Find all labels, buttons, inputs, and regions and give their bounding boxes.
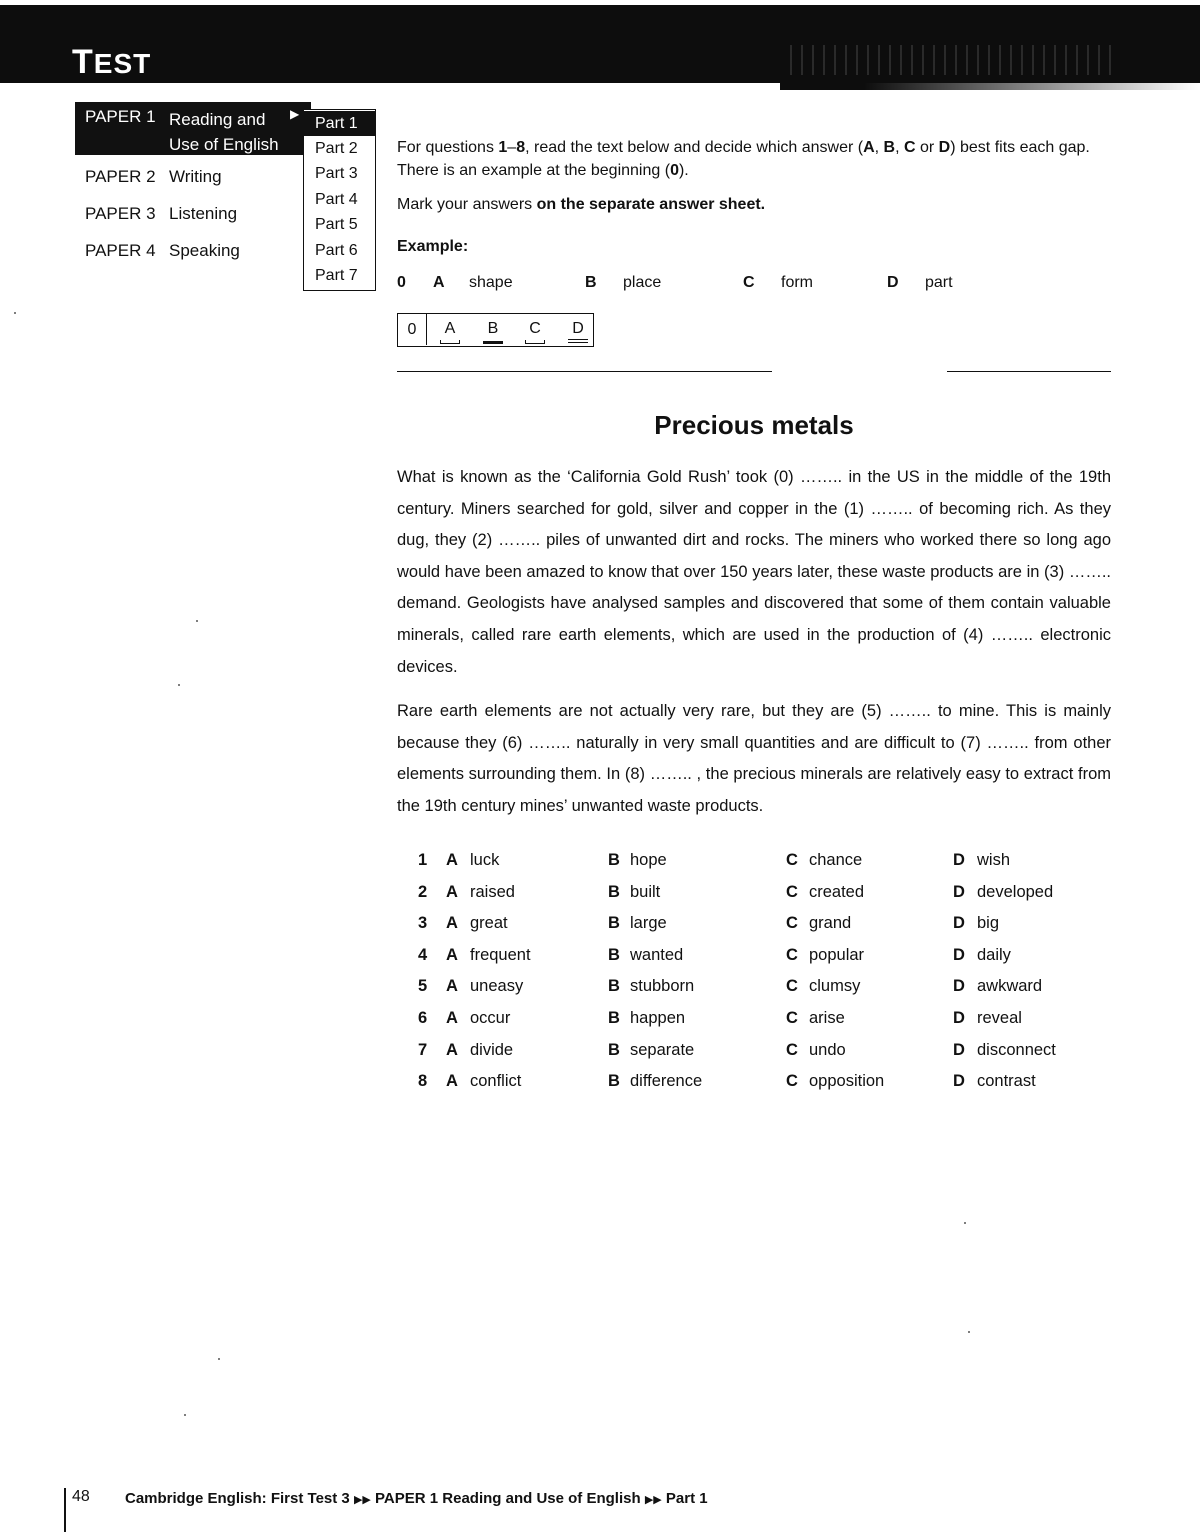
- nav-item-paper-3[interactable]: [75, 204, 237, 234]
- scan-speck: [218, 1358, 220, 1360]
- question-number: 4: [418, 945, 428, 964]
- part-tab-6[interactable]: Part 6: [315, 242, 358, 259]
- option-letter: C: [786, 914, 798, 933]
- option-d[interactable]: contrast: [977, 1072, 1036, 1091]
- option-letter: C: [786, 1040, 798, 1059]
- option-word: place: [623, 274, 662, 291]
- answer-letter-a: A: [444, 320, 456, 337]
- nav-paper-number: PAPER 1: [85, 107, 156, 126]
- scan-speck: [196, 620, 198, 622]
- option-letter: B: [608, 1009, 620, 1027]
- option-b[interactable]: happen: [630, 1009, 686, 1027]
- option-b[interactable]: stubborn: [630, 977, 695, 996]
- option-b[interactable]: built: [630, 882, 661, 901]
- question-row: [418, 977, 1118, 1007]
- option-d[interactable]: disconnect: [977, 1040, 1056, 1059]
- answer-letter-b: B: [487, 320, 499, 337]
- question-number: 1: [418, 851, 428, 869]
- scan-speck: [968, 1331, 970, 1333]
- option-a[interactable]: luck: [470, 851, 500, 869]
- option-b[interactable]: separate: [630, 1040, 695, 1059]
- part-tab-5[interactable]: Part 5: [315, 216, 358, 233]
- nav-paper-name: Speaking: [169, 241, 240, 260]
- question-row: [418, 883, 1118, 913]
- answer-sheet-instruction: Mark your answers on the separate answer sheet.: [397, 196, 766, 213]
- answer-letter-d: D: [572, 320, 584, 337]
- option-word: part: [925, 274, 953, 291]
- option-letter: C: [786, 977, 798, 996]
- option-letter: C: [786, 882, 798, 901]
- option-letter: D: [953, 977, 965, 996]
- question-number: 3: [418, 914, 428, 933]
- option-letter: D: [953, 882, 965, 901]
- option-letter: D: [887, 274, 899, 291]
- answer-mark-c: [525, 340, 545, 344]
- option-letter: A: [446, 977, 458, 996]
- question-number: 2: [418, 882, 428, 901]
- parts-list: [303, 109, 376, 291]
- divider-line: [397, 371, 772, 372]
- option-letter: A: [433, 274, 445, 291]
- scan-speck: [178, 684, 180, 686]
- option-d[interactable]: developed: [977, 882, 1054, 901]
- text-title: Precious metals: [654, 410, 854, 440]
- double-triangle-right-icon: ▶▶: [353, 1494, 371, 1506]
- question-number: 5: [418, 977, 428, 996]
- nav-paper-number: PAPER 4: [85, 241, 156, 260]
- option-c[interactable]: chance: [809, 851, 863, 869]
- nav-paper-number: PAPER 3: [85, 204, 156, 223]
- example-label: Example:: [397, 238, 469, 255]
- nav-paper-name: Writing: [169, 167, 222, 186]
- nav-item-paper-2[interactable]: [75, 167, 222, 197]
- option-letter: B: [608, 945, 620, 964]
- footer-book: Cambridge English: First Test 3: [125, 1490, 350, 1507]
- option-letter: D: [953, 914, 965, 933]
- option-letter: A: [446, 851, 458, 869]
- option-letter: C: [786, 1009, 798, 1027]
- option-letter: B: [608, 1072, 620, 1091]
- question-number: 6: [418, 1009, 428, 1027]
- option-letter: C: [786, 851, 798, 869]
- question-row: [418, 1009, 1118, 1039]
- option-letter: B: [608, 851, 620, 869]
- footer-section: Reading and Use of English: [442, 1490, 641, 1507]
- scan-speck: [14, 312, 16, 314]
- question-row: [418, 1041, 1118, 1071]
- option-a[interactable]: uneasy: [470, 977, 524, 996]
- option-d[interactable]: awkward: [977, 977, 1043, 996]
- option-d[interactable]: daily: [977, 945, 1011, 964]
- answer-box-number: 0: [398, 314, 427, 345]
- page-number: 48: [72, 1488, 90, 1505]
- part-tab-1[interactable]: Part 1: [304, 111, 375, 136]
- option-a[interactable]: divide: [470, 1040, 514, 1059]
- option-b[interactable]: wanted: [630, 945, 684, 964]
- part-tab-3[interactable]: Part 3: [315, 165, 358, 182]
- option-b[interactable]: large: [630, 914, 667, 933]
- option-d[interactable]: wish: [977, 851, 1011, 869]
- option-c[interactable]: created: [809, 882, 865, 901]
- nav-paper-number: PAPER 2: [85, 167, 156, 186]
- banner-texture: [790, 45, 1120, 75]
- option-b[interactable]: hope: [630, 851, 667, 869]
- option-letter: C: [786, 1072, 798, 1091]
- answer-mark-b-selected: [483, 341, 503, 344]
- question-number: 7: [418, 1040, 428, 1059]
- option-letter: B: [608, 977, 620, 996]
- nav-paper-name: Reading and Use of English: [169, 110, 279, 154]
- option-letter: A: [446, 1009, 458, 1027]
- option-letter: B: [608, 882, 620, 901]
- answer-letter-c: C: [529, 320, 541, 337]
- option-letter: C: [786, 945, 798, 964]
- answer-mark-d: [568, 339, 588, 343]
- part-tab-7[interactable]: Part 7: [315, 267, 358, 284]
- triangle-right-icon: ▶: [290, 107, 300, 121]
- example-number: 0: [397, 274, 406, 291]
- option-letter: A: [446, 914, 458, 933]
- header-banner: [0, 5, 1200, 83]
- passage-paragraph-1: What is known as the ‘California Gold Rush’ took (0) …….. in the US in the middle of the 19th century. Miners searched for gold, silver and copper in the (1) …….. of becoming rich. As they dug, they (2) …….. piles of unwanted dirt and rocks. The miners who worked there so long ago would have been amazed to know that over 150 years later, these waste products are in (3) …….. demand. Geologists have analysed samples and discovered that some of them contain valuable minerals, called rare earth elements, which are used in the production of (4) …….. electronic devices.: [397, 468, 1111, 676]
- option-a[interactable]: raised: [470, 882, 515, 901]
- option-letter: B: [585, 274, 597, 291]
- page-title: TEST: [72, 43, 152, 81]
- nav-paper-name: Listening: [169, 204, 238, 223]
- question-row: [418, 1072, 1118, 1102]
- passage-paragraph-2: Rare earth elements are not actually very rare, but they are (5) …….. to mine. This is mainly because they (6) …….. naturally in very small quantities and are difficult to (7) …….. from other elements surrounding them. In (8) …….. , the precious minerals are relatively easy to extract from the 19th century mines’ unwanted waste products.: [397, 702, 1111, 815]
- divider-line: [947, 371, 1111, 372]
- instructions: For questions 1–8, read the text below and decide which answer (A, B, C or D) best fits each gap. There is an example at the beginning (0).: [397, 139, 1090, 179]
- nav-item-paper-4[interactable]: [75, 241, 240, 271]
- option-letter: D: [953, 1040, 965, 1059]
- option-d[interactable]: big: [977, 914, 1000, 933]
- option-letter: D: [953, 1072, 965, 1091]
- option-letter: B: [608, 1040, 620, 1059]
- option-letter: C: [743, 274, 755, 291]
- option-c[interactable]: grand: [809, 914, 852, 933]
- footer-part: Part 1: [665, 1490, 708, 1507]
- option-c[interactable]: popular: [809, 945, 865, 964]
- answer-mark-a: [440, 340, 460, 344]
- footer-breadcrumb: [125, 1490, 708, 1507]
- part-tab-4[interactable]: Part 4: [315, 191, 358, 208]
- question-row: [418, 851, 1118, 881]
- option-letter: D: [953, 1009, 965, 1027]
- option-c[interactable]: undo: [809, 1040, 846, 1059]
- option-a[interactable]: great: [470, 914, 508, 933]
- question-number: 8: [418, 1072, 428, 1091]
- scan-speck: [964, 1222, 966, 1224]
- option-a[interactable]: occur: [470, 1009, 511, 1027]
- option-b[interactable]: difference: [630, 1072, 703, 1091]
- option-c[interactable]: arise: [809, 1009, 845, 1027]
- question-row: [418, 914, 1118, 944]
- example-answer-box: [397, 313, 594, 347]
- footer-rule: [64, 1488, 66, 1532]
- option-c[interactable]: clumsy: [809, 977, 861, 996]
- option-word: form: [781, 274, 813, 291]
- option-letter: A: [446, 945, 458, 964]
- option-word: shape: [469, 274, 513, 291]
- option-c[interactable]: opposition: [809, 1072, 885, 1091]
- option-a[interactable]: conflict: [470, 1072, 522, 1091]
- option-letter: A: [446, 882, 458, 901]
- part-tab-2[interactable]: Part 2: [315, 140, 358, 157]
- nav-item-paper-1[interactable]: [75, 102, 311, 155]
- option-a[interactable]: frequent: [470, 945, 531, 964]
- option-letter: D: [953, 851, 965, 869]
- option-letter: A: [446, 1072, 458, 1091]
- option-letter: D: [953, 945, 965, 964]
- double-triangle-right-icon: ▶▶: [644, 1494, 662, 1506]
- question-row: [418, 946, 1118, 976]
- scan-speck: [184, 1414, 186, 1416]
- footer-paper: PAPER 1: [375, 1490, 439, 1507]
- option-d[interactable]: reveal: [977, 1009, 1022, 1027]
- option-letter: A: [446, 1040, 458, 1059]
- example-options: [397, 274, 1097, 296]
- option-letter: B: [608, 914, 620, 933]
